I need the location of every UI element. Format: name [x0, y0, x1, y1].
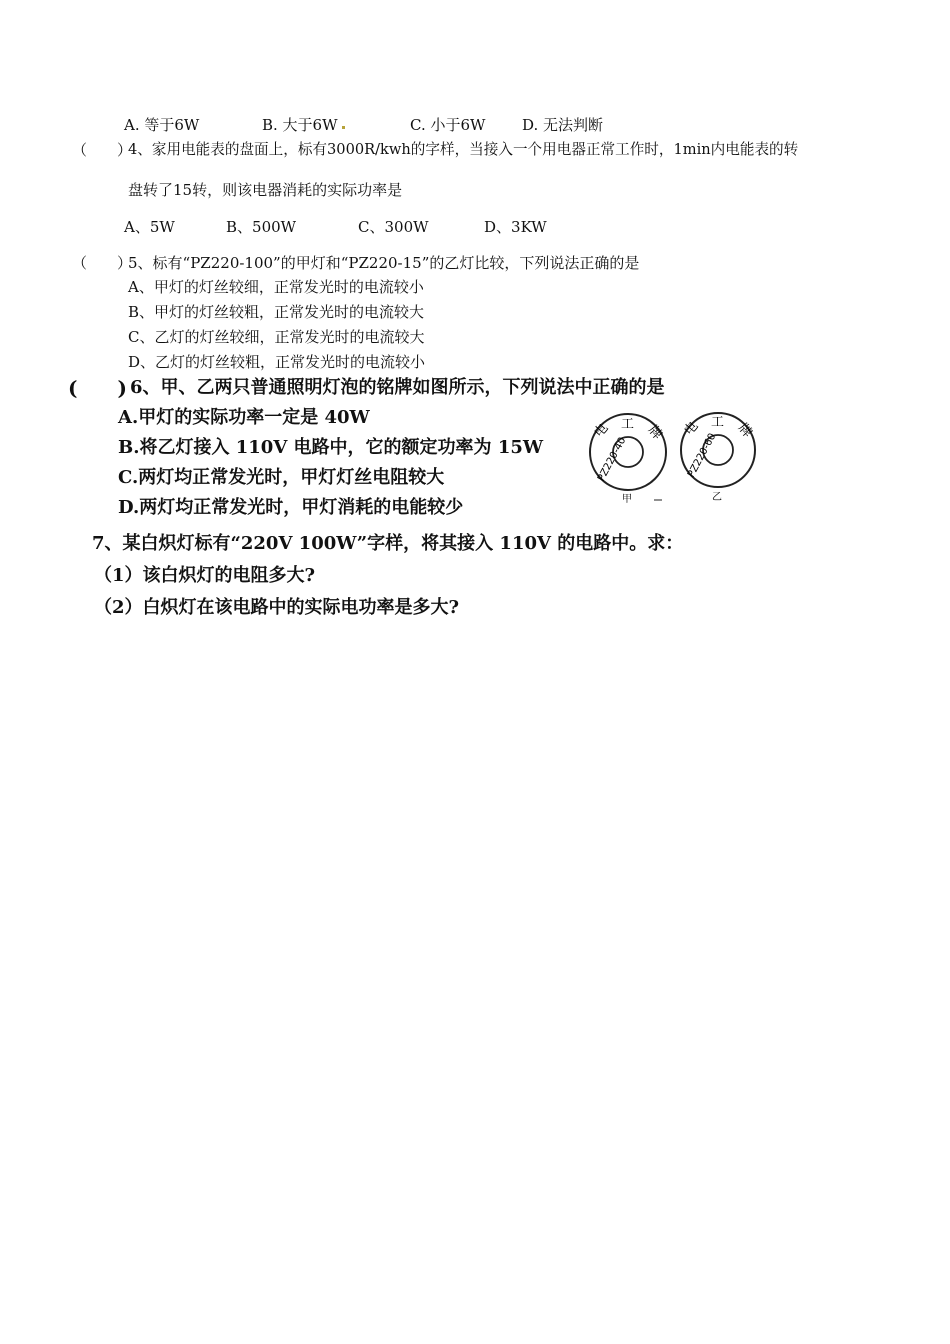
lamp2-brand-char-2: 工 — [711, 415, 725, 430]
q4-option-a: A、5W — [124, 218, 175, 236]
q4-answer-paren[interactable]: （ ） — [72, 141, 133, 159]
q6-answer-paren[interactable]: ( ) — [68, 376, 127, 400]
q7-sub1: （1）该白炽灯的电阻多大? — [94, 565, 316, 586]
q4-option-c: C、300W — [358, 218, 429, 236]
q3-option-d: D. 无法判断 — [522, 116, 604, 134]
q4-option-b: B、500W — [226, 218, 297, 236]
q6-stem: 6、甲、乙两只普通照明灯泡的铭牌如图所示，下列说法中正确的是 — [130, 377, 665, 398]
q5-option-c: C、乙灯的灯丝较细，正常发光时的电流较大 — [128, 328, 425, 346]
q7-sub2: （2）白炽灯在该电路中的实际电功率是多大? — [94, 597, 460, 618]
lamp2-caption: 乙 — [712, 492, 722, 503]
lamp2-brand-char-3: 牌 — [734, 420, 755, 441]
q5-stem: 5、标有“PZ220-100”的甲灯和“PZ220-15”的乙灯比较，下列说法正确的是 — [128, 254, 640, 272]
lamp1-brand-char-2: 工 — [621, 417, 635, 432]
q5-option-a: A、甲灯的灯丝较细，正常发光时的电流较小 — [128, 278, 424, 296]
lamp1-brand-char-1: 电 — [591, 420, 612, 441]
q6-option-d: D.两灯均正常发光时，甲灯消耗的电能较少 — [118, 497, 464, 518]
lamp-nameplates-figure — [588, 408, 768, 506]
q6-option-a: A.甲灯的实际功率一定是 40W — [118, 407, 370, 428]
q3-option-a: A. 等于6W — [124, 116, 200, 134]
q7-stem: 7、某白炽灯标有“220V 100W”字样，将其接入 110V 的电路中。求： — [92, 533, 684, 554]
lamp1-brand-char-3: 牌 — [644, 422, 665, 443]
q5-answer-paren[interactable]: （ ） — [72, 254, 133, 272]
q3-option-b: B. 大于6W — [262, 115, 345, 135]
lamp2-nameplate — [681, 413, 756, 503]
stray-dot — [342, 126, 345, 129]
q4-stem-line1: 4、家用电能表的盘面上，标有3000R/kwh的字样，当接入一个用电器正常工作时，1min内电能表的转 — [128, 141, 799, 158]
lamp2-model: PZ220-60 — [685, 431, 719, 480]
q6-option-b: B.将乙灯接入 110V 电路中，它的额定功率为 15W — [118, 437, 544, 458]
q3-option-c: C. 小于6W — [410, 116, 486, 134]
q5-option-b: B、甲灯的灯丝较粗，正常发光时的电流较大 — [128, 303, 425, 321]
q6-option-c: C.两灯均正常发光时，甲灯灯丝电阻较大 — [118, 467, 445, 488]
q4-stem-line2: 盘转了15转，则该电器消耗的实际功率是 — [128, 181, 403, 199]
q4-option-d: D、3KW — [484, 218, 547, 236]
q5-option-d: D、乙灯的灯丝较粗，正常发光时的电流较小 — [128, 353, 426, 371]
lamp1-model: PZ220-40 — [595, 435, 629, 484]
lamp1-nameplate — [590, 414, 666, 505]
lamp1-caption: 甲 — [622, 494, 632, 505]
lamp2-brand-char-1: 电 — [681, 418, 702, 439]
